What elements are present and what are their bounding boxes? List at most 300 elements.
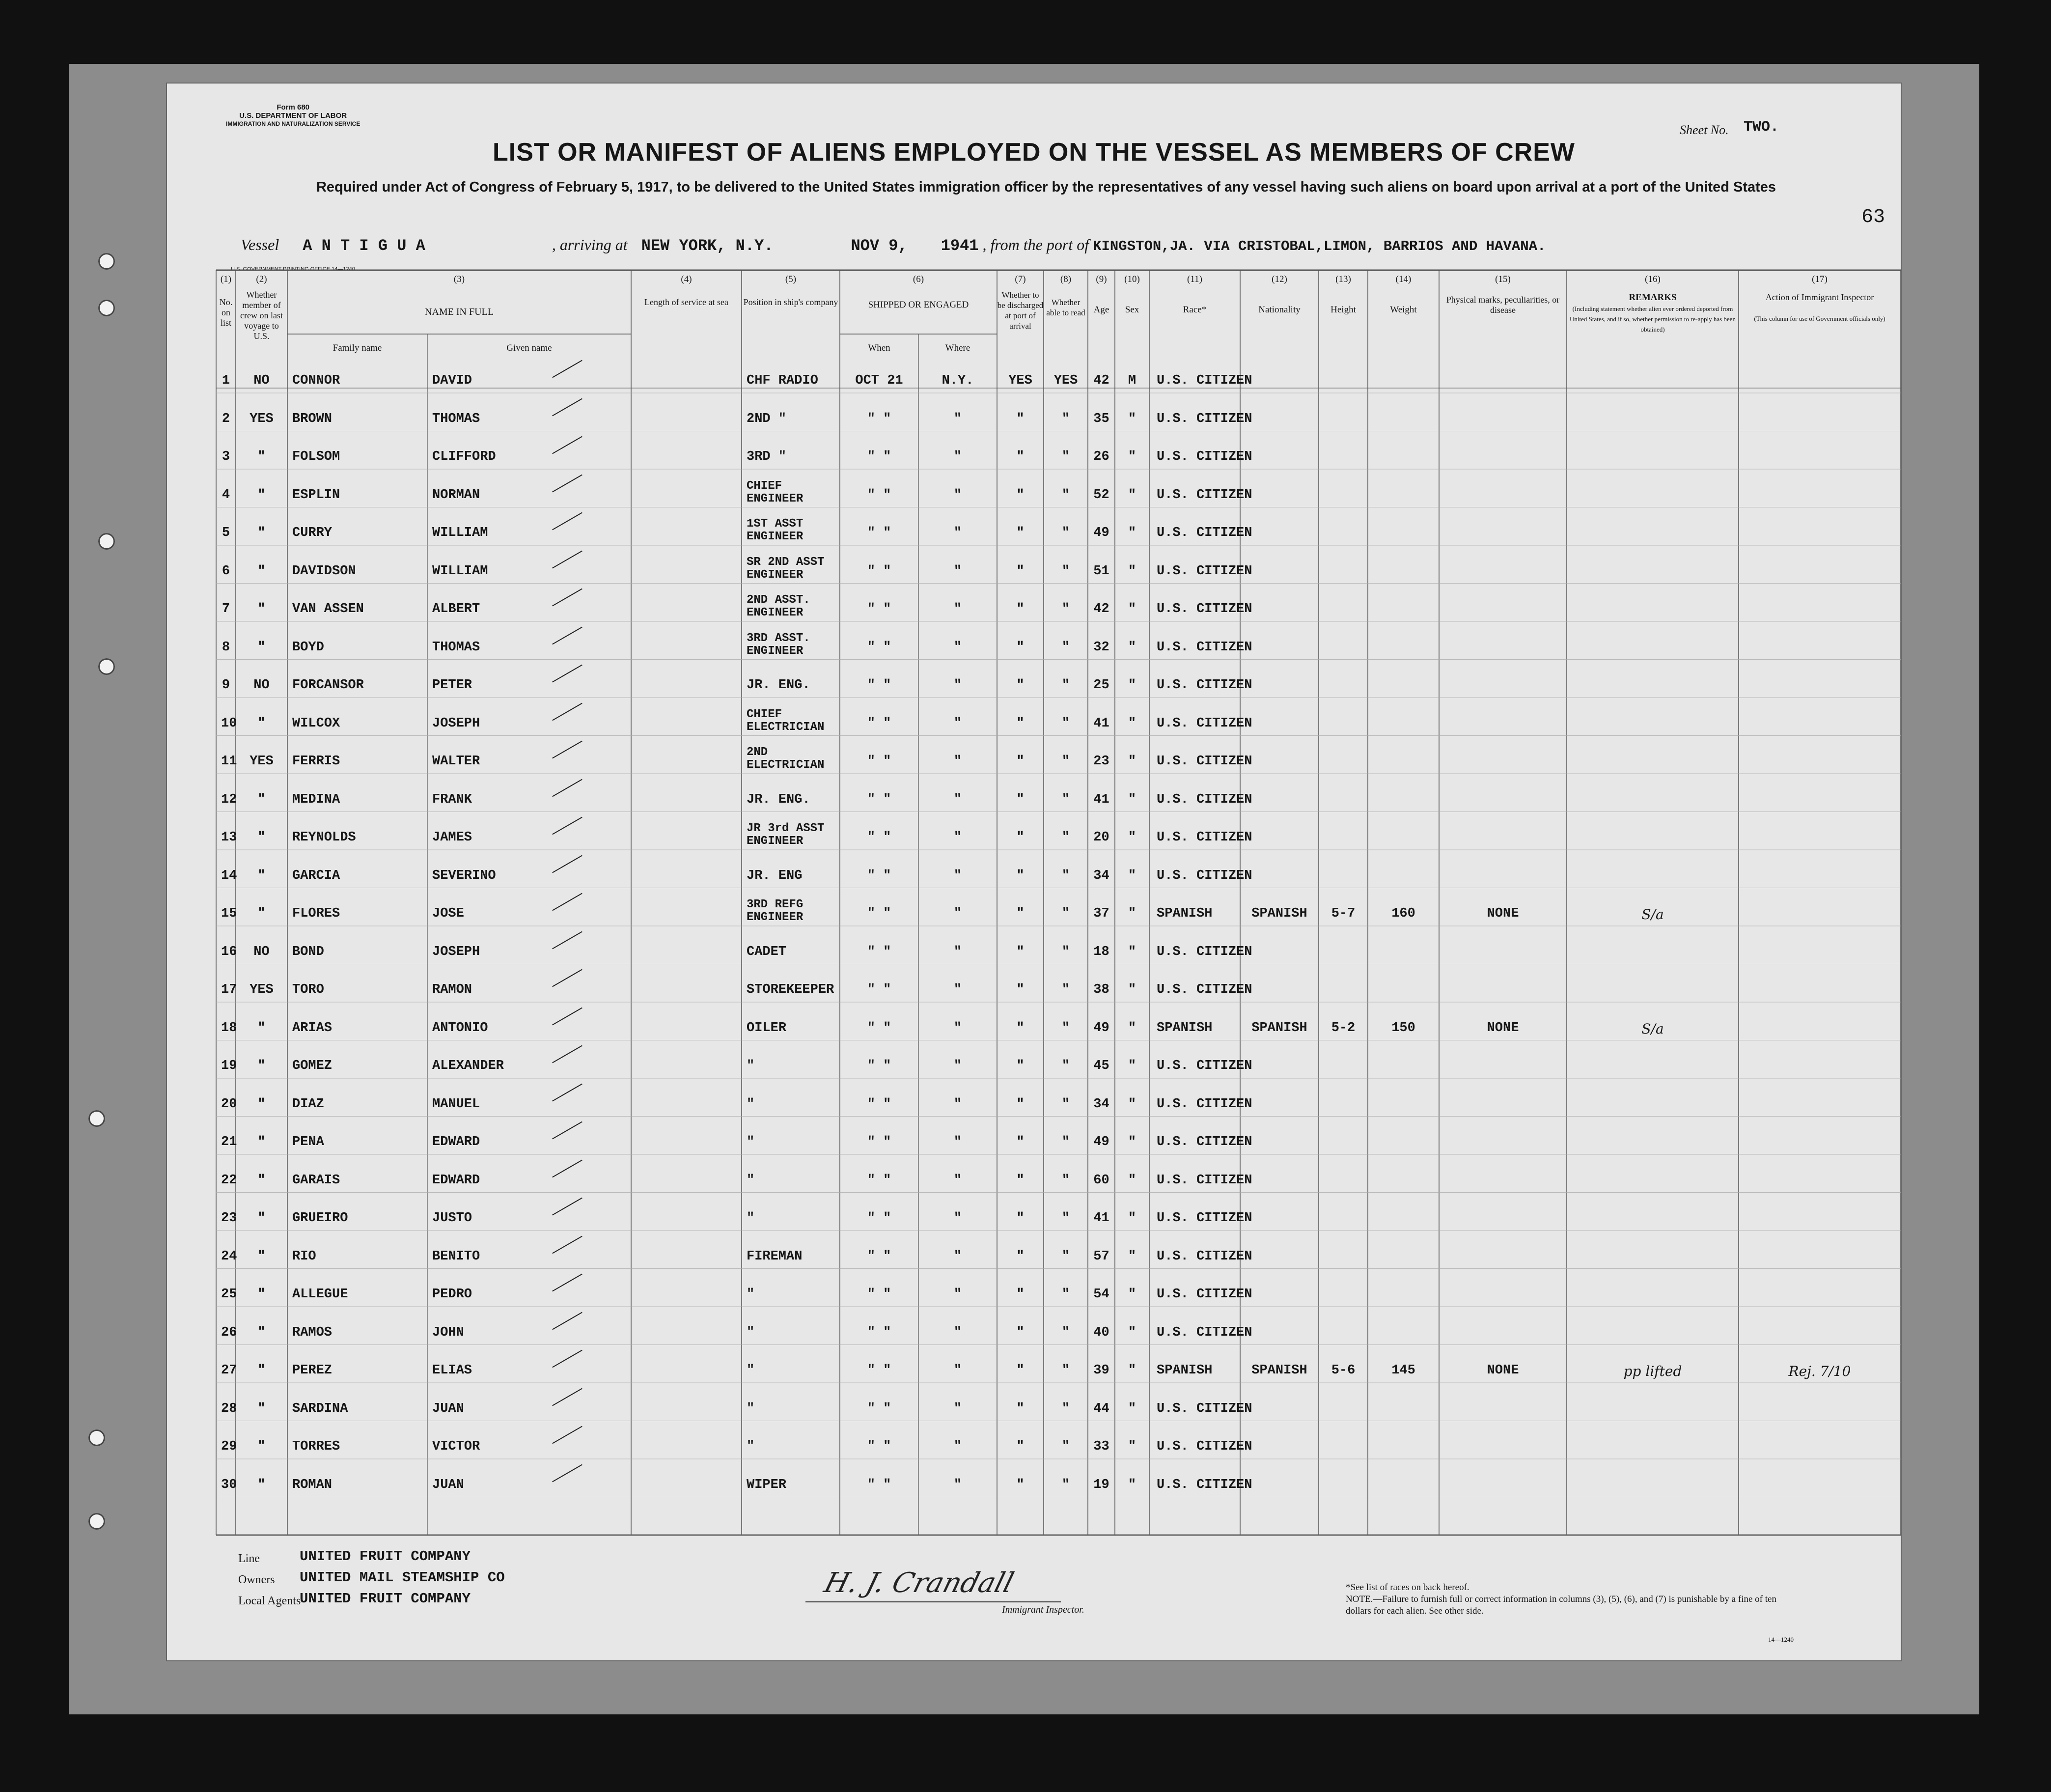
vessel-label: Vessel [241, 236, 279, 253]
shipped-when: " " [867, 1135, 891, 1149]
agents-label: Local Agents [238, 1595, 301, 1607]
race: U.S. CITIZEN [1157, 982, 1252, 997]
service-name: IMMIGRATION AND NATURALIZATION SERVICE [226, 120, 360, 127]
given-name: NORMAN [432, 487, 480, 503]
arrival-year: 1941 [941, 237, 979, 255]
shipped-when: " " [867, 792, 891, 807]
age: 41 [1093, 1211, 1109, 1226]
shipped-where: " [953, 1439, 962, 1454]
race: U.S. CITIZEN [1157, 1287, 1252, 1302]
family-name: CONNOR [292, 373, 340, 388]
shipped-where: " [953, 906, 962, 921]
discharged: " [1016, 449, 1025, 464]
family-name: ROMAN [292, 1477, 333, 1492]
given-name: JOSE [432, 906, 464, 921]
given-name: FRANK [432, 792, 472, 807]
form-code: 14—1240 [1768, 1636, 1794, 1643]
binder-hole [88, 1429, 105, 1446]
age: 25 [1093, 678, 1109, 693]
position: JR. ENG. [747, 792, 810, 807]
shipped-where: " [953, 1211, 962, 1226]
able-to-read: " [1061, 754, 1070, 769]
sex: " [1128, 1325, 1136, 1340]
age: 37 [1093, 906, 1109, 921]
position: " [747, 1325, 755, 1340]
position: CHIEF ENGINEER [747, 479, 804, 505]
form-number: Form 680 [277, 103, 310, 112]
column-label-weight: Weight [1390, 305, 1417, 315]
sheet-number-label: Sheet No. [1680, 123, 1729, 137]
shipped-when: " " [867, 1401, 891, 1416]
discharged: " [1016, 716, 1025, 731]
family-name: CURRY [292, 526, 333, 540]
prev-voyage: " [257, 1096, 266, 1112]
race: U.S. CITIZEN [1157, 754, 1252, 769]
position: 3RD ASST. ENGINEER [747, 631, 810, 658]
race: U.S. CITIZEN [1157, 792, 1252, 807]
age: 41 [1093, 716, 1109, 731]
sex: " [1128, 906, 1136, 921]
prev-voyage: NO [253, 373, 270, 388]
position: WIPER [747, 1477, 787, 1492]
row-number: 21 [221, 1135, 237, 1149]
prev-voyage: " [257, 830, 266, 845]
family-name: PEREZ [292, 1363, 333, 1378]
penalty-note: NOTE.—Failure to furnish full or correct information in columns (3), (5), (6), and (7) is punishable by a fine of ten dollars for each alien. See other side. [1346, 1594, 1776, 1616]
family-name: FOLSOM [292, 449, 340, 464]
able-to-read: " [1061, 1096, 1070, 1112]
shipped-when: " " [867, 526, 891, 540]
race: U.S. CITIZEN [1157, 716, 1252, 731]
prev-voyage: " [257, 1020, 266, 1036]
shipped-where: " [953, 1059, 962, 1073]
race: U.S. CITIZEN [1157, 1173, 1252, 1188]
row-number: 13 [221, 830, 237, 845]
inspector-label: Immigrant Inspector. [1002, 1604, 1084, 1615]
discharged: " [1016, 792, 1025, 807]
position: JR. ENG. [747, 678, 810, 693]
departure-port: KINGSTON,JA. VIA CRISTOBAL,LIMON, BARRIOS AND HAVANA. [1093, 238, 1546, 254]
shipped-where: " [953, 1173, 962, 1188]
given-name: THOMAS [432, 640, 480, 655]
race: U.S. CITIZEN [1157, 1439, 1252, 1454]
given-name: WILLIAM [432, 563, 488, 579]
discharged: " [1016, 487, 1025, 503]
discharged: " [1016, 602, 1025, 616]
shipped-where: " [953, 868, 962, 883]
family-name: TORO [292, 982, 324, 997]
able-to-read: " [1061, 1401, 1070, 1416]
age: 42 [1093, 602, 1109, 616]
position: CHF RADIO [747, 373, 818, 388]
row-number: 23 [221, 1211, 237, 1226]
row-number: 14 [221, 868, 237, 883]
discharged: " [1016, 906, 1025, 921]
sex: " [1128, 1477, 1136, 1492]
discharged: " [1016, 830, 1025, 845]
able-to-read: " [1061, 1477, 1070, 1492]
family-name: FLORES [292, 906, 340, 921]
given-name: WALTER [432, 754, 480, 769]
prev-voyage: YES [249, 411, 274, 426]
position: " [747, 1439, 755, 1454]
given-name: RAMON [432, 982, 472, 997]
inspector-action: Rej. 7/10 [1788, 1363, 1851, 1379]
weight: 150 [1391, 1020, 1415, 1036]
able-to-read: " [1061, 526, 1070, 540]
position: 2ND " [747, 411, 787, 426]
given-name: JUAN [432, 1401, 464, 1416]
sex: " [1128, 678, 1136, 693]
column-number-c7: (7) [1015, 274, 1026, 284]
shipped-where: " [953, 1287, 962, 1302]
column-number-c6: (6) [913, 274, 924, 284]
arrival-date: NOV 9, [851, 237, 908, 255]
prev-voyage: " [257, 487, 266, 503]
discharged: " [1016, 1401, 1025, 1416]
from-port-label: , from the port of [982, 236, 1089, 253]
prev-voyage: YES [249, 982, 274, 997]
column-number-c2: (2) [256, 274, 267, 284]
manifest-sheet [167, 84, 1901, 1660]
shipped-when: " " [867, 1477, 891, 1492]
sex: " [1128, 1249, 1136, 1264]
weight: 160 [1391, 906, 1415, 921]
discharged: " [1016, 1439, 1025, 1454]
discharged: " [1016, 1477, 1025, 1492]
column-label-action: Action of Immigrant Inspector [1765, 292, 1874, 302]
shipped-when: " " [867, 754, 891, 769]
able-to-read: " [1061, 1173, 1070, 1188]
sex: " [1128, 1173, 1136, 1188]
column-label-height: Height [1330, 305, 1356, 315]
sex: " [1128, 526, 1136, 540]
line-label: Line [238, 1552, 260, 1565]
printing-office: U.S. GOVERNMENT PRINTING OFFICE 14—1240 [231, 266, 355, 272]
shipped-where: " [953, 1135, 962, 1149]
race: U.S. CITIZEN [1157, 1211, 1252, 1226]
sex: " [1128, 1096, 1136, 1112]
position: " [747, 1096, 755, 1112]
shipped-where: " [953, 982, 962, 997]
prev-voyage: " [257, 640, 266, 655]
sex: " [1128, 944, 1136, 959]
column-label-no: No. on list [219, 297, 233, 328]
race: SPANISH [1157, 906, 1213, 921]
shipped-when: " " [867, 982, 891, 997]
shipped-where: " [953, 602, 962, 616]
family-name: RIO [292, 1249, 316, 1264]
shipped-where: " [953, 1363, 962, 1378]
shipped-where: N.Y. [942, 373, 974, 388]
shipped-where: " [953, 563, 962, 579]
shipped-when: " " [867, 1439, 891, 1454]
given-name: JOSEPH [432, 944, 480, 959]
given-name: BENITO [432, 1249, 480, 1264]
row-number: 19 [221, 1059, 237, 1073]
family-name: BROWN [292, 411, 333, 426]
shipped-where: " [953, 1477, 962, 1492]
age: 35 [1093, 411, 1109, 426]
row-number: 30 [221, 1477, 237, 1492]
race: U.S. CITIZEN [1157, 602, 1252, 616]
binder-hole [88, 1513, 105, 1530]
discharged: " [1016, 1325, 1025, 1340]
sex: M [1128, 373, 1136, 388]
given-name: THOMAS [432, 411, 480, 426]
shipped-when: " " [867, 1020, 891, 1036]
column-label-name: NAME IN FULL [425, 307, 494, 317]
column-label-given: Given name [506, 343, 552, 353]
race: U.S. CITIZEN [1157, 411, 1252, 426]
column-number-c17: (17) [1812, 274, 1828, 284]
column-label-shipped: SHIPPED OR ENGAGED [868, 300, 969, 310]
position: " [747, 1363, 755, 1378]
given-name: ELIAS [432, 1363, 472, 1378]
column-note-remarks: (Including statement whether alien ever ordered deported from United States, and if so, whether permission to re-apply has been obtained) [1570, 305, 1736, 333]
column-label-read: Whether able to read [1046, 298, 1085, 317]
family-name: DAVIDSON [292, 563, 356, 579]
shipped-where: " [953, 526, 962, 540]
discharged: " [1016, 944, 1025, 959]
prev-voyage: " [257, 1135, 266, 1149]
column-label-nationality: Nationality [1258, 305, 1301, 315]
family-name: FERRIS [292, 754, 340, 769]
family-name: WILCOX [292, 716, 340, 731]
discharged: " [1016, 411, 1025, 426]
sex: " [1128, 640, 1136, 655]
given-name: JAMES [432, 830, 472, 845]
able-to-read: " [1061, 1439, 1070, 1454]
age: 54 [1093, 1287, 1109, 1302]
shipped-where: " [953, 1325, 962, 1340]
race: U.S. CITIZEN [1157, 1059, 1252, 1073]
prev-voyage: " [257, 1287, 266, 1302]
sex: " [1128, 982, 1136, 997]
shipped-when: " " [867, 1096, 891, 1112]
family-name: BOND [292, 944, 324, 959]
shipped-where: " [953, 754, 962, 769]
position: " [747, 1173, 755, 1188]
shipped-when: " " [867, 487, 891, 503]
family-name: ALLEGUE [292, 1287, 348, 1302]
shipped-where: " [953, 1401, 962, 1416]
discharged: " [1016, 526, 1025, 540]
prev-voyage: " [257, 1439, 266, 1454]
age: 45 [1093, 1059, 1109, 1073]
height: 5-7 [1331, 906, 1356, 921]
shipped-when: OCT 21 [855, 373, 903, 388]
family-name: GARCIA [292, 868, 340, 883]
family-name: MEDINA [292, 792, 340, 807]
discharged: " [1016, 982, 1025, 997]
age: 20 [1093, 830, 1109, 845]
row-number: 8 [222, 640, 230, 655]
prev-voyage: " [257, 1059, 266, 1073]
column-label-prev-voyage: Whether member of crew on last voyage to U.S. [240, 290, 283, 341]
race: U.S. CITIZEN [1157, 487, 1252, 503]
row-number: 4 [222, 487, 230, 503]
age: 19 [1093, 1477, 1109, 1492]
binder-hole [88, 1110, 105, 1127]
shipped-where: " [953, 411, 962, 426]
column-number-c9: (9) [1096, 274, 1107, 284]
position: JR 3rd ASST ENGINEER [747, 822, 825, 848]
row-number: 24 [221, 1249, 237, 1264]
race: U.S. CITIZEN [1157, 640, 1252, 655]
shipped-when: " " [867, 868, 891, 883]
row-number: 27 [221, 1363, 237, 1378]
able-to-read: " [1061, 1020, 1070, 1036]
family-name: GRUEIRO [292, 1211, 348, 1226]
able-to-read: " [1061, 868, 1070, 883]
sex: " [1128, 1363, 1136, 1378]
position: " [747, 1287, 755, 1302]
shipped-where: " [953, 640, 962, 655]
given-name: ALEXANDER [432, 1059, 504, 1073]
position: JR. ENG [747, 868, 803, 883]
column-label-remarks: REMARKS [1629, 292, 1677, 303]
race: U.S. CITIZEN [1157, 373, 1252, 388]
given-name: PETER [432, 678, 472, 693]
shipped-when: " " [867, 563, 891, 579]
age: 33 [1093, 1439, 1109, 1454]
position: " [747, 1211, 755, 1226]
family-name: GARAIS [292, 1173, 340, 1188]
age: 42 [1093, 373, 1109, 388]
able-to-read: " [1061, 1325, 1070, 1340]
sex: " [1128, 1059, 1136, 1073]
sex: " [1128, 449, 1136, 464]
age: 57 [1093, 1249, 1109, 1264]
sex: " [1128, 411, 1136, 426]
column-label-race: Race* [1183, 305, 1207, 315]
family-name: ESPLIN [292, 487, 340, 503]
prev-voyage: " [257, 792, 266, 807]
sex: " [1128, 716, 1136, 731]
position: 2ND ASST. ENGINEER [747, 593, 810, 619]
age: 49 [1093, 526, 1109, 540]
race: SPANISH [1157, 1363, 1213, 1378]
family-name: DIAZ [292, 1096, 324, 1112]
age: 39 [1093, 1363, 1109, 1378]
row-number: 20 [221, 1096, 237, 1112]
shipped-when: " " [867, 1059, 891, 1073]
shipped-when: " " [867, 640, 891, 655]
able-to-read: " [1061, 487, 1070, 503]
shipped-where: " [953, 487, 962, 503]
vessel-name: A N T I G U A [303, 237, 425, 255]
arriving-label: , arriving at [552, 236, 628, 253]
able-to-read: " [1061, 1249, 1070, 1264]
sex: " [1128, 1401, 1136, 1416]
column-number-c5: (5) [785, 274, 797, 284]
prev-voyage: " [257, 1173, 266, 1188]
family-name: ARIAS [292, 1020, 333, 1036]
discharged: " [1016, 1096, 1025, 1112]
age: 26 [1093, 449, 1109, 464]
age: 40 [1093, 1325, 1109, 1340]
race: U.S. CITIZEN [1157, 449, 1252, 464]
binder-hole [98, 253, 115, 270]
race: U.S. CITIZEN [1157, 1325, 1252, 1340]
races-note: *See list of races on back hereof. [1346, 1582, 1469, 1593]
able-to-read: " [1061, 1287, 1070, 1302]
age: 51 [1093, 563, 1109, 579]
family-name: PENA [292, 1135, 324, 1149]
given-name: PEDRO [432, 1287, 472, 1302]
shipped-when: " " [867, 1173, 891, 1188]
column-number-c4: (4) [681, 274, 692, 284]
row-number: 16 [221, 944, 237, 959]
column-number-c11: (11) [1187, 274, 1202, 284]
discharged: " [1016, 678, 1025, 693]
column-number-c1: (1) [220, 274, 232, 284]
sex: " [1128, 1439, 1136, 1454]
department-name: U.S. DEPARTMENT OF LABOR [239, 112, 347, 120]
row-number: 29 [221, 1439, 237, 1454]
discharged: " [1016, 1020, 1025, 1036]
remarks: S/a [1641, 1020, 1664, 1037]
race: U.S. CITIZEN [1157, 1249, 1252, 1264]
able-to-read: " [1061, 1363, 1070, 1378]
remarks: S/a [1641, 906, 1664, 923]
sex: " [1128, 563, 1136, 579]
able-to-read: " [1061, 411, 1070, 426]
row-number: 6 [222, 563, 230, 579]
column-number-c3: (3) [453, 274, 465, 284]
race: U.S. CITIZEN [1157, 1401, 1252, 1416]
prev-voyage: " [257, 526, 266, 540]
discharged: " [1016, 1287, 1025, 1302]
sex: " [1128, 1020, 1136, 1036]
discharged: " [1016, 640, 1025, 655]
family-name: TORRES [292, 1439, 340, 1454]
position: " [747, 1135, 755, 1149]
shipped-when: " " [867, 602, 891, 616]
prev-voyage: " [257, 563, 266, 579]
sex: " [1128, 830, 1136, 845]
age: 38 [1093, 982, 1109, 997]
given-name: JOHN [432, 1325, 464, 1340]
able-to-read: " [1061, 1135, 1070, 1149]
column-label-age: Age [1093, 305, 1109, 315]
row-number: 9 [222, 678, 230, 693]
row-number: 12 [221, 792, 237, 807]
discharged: " [1016, 1135, 1025, 1149]
able-to-read: " [1061, 640, 1070, 655]
shipped-when: " " [867, 1363, 891, 1378]
row-number: 5 [222, 526, 230, 540]
able-to-read: " [1061, 1211, 1070, 1226]
age: 34 [1093, 1096, 1109, 1112]
race: U.S. CITIZEN [1157, 868, 1252, 883]
position: 2ND ELECTRICIAN [747, 746, 825, 772]
age: 49 [1093, 1020, 1109, 1036]
column-number-c8: (8) [1060, 274, 1072, 284]
race: U.S. CITIZEN [1157, 944, 1252, 959]
binder-hole [98, 658, 115, 675]
sex: " [1128, 754, 1136, 769]
shipped-where: " [953, 1096, 962, 1112]
position: FIREMAN [747, 1249, 803, 1264]
age: 49 [1093, 1135, 1109, 1149]
column-note-action: (This column for use of Government officials only) [1754, 315, 1885, 322]
race: U.S. CITIZEN [1157, 1477, 1252, 1492]
family-name: SARDINA [292, 1401, 348, 1416]
prev-voyage: " [257, 449, 266, 464]
column-number-c16: (16) [1645, 274, 1661, 284]
